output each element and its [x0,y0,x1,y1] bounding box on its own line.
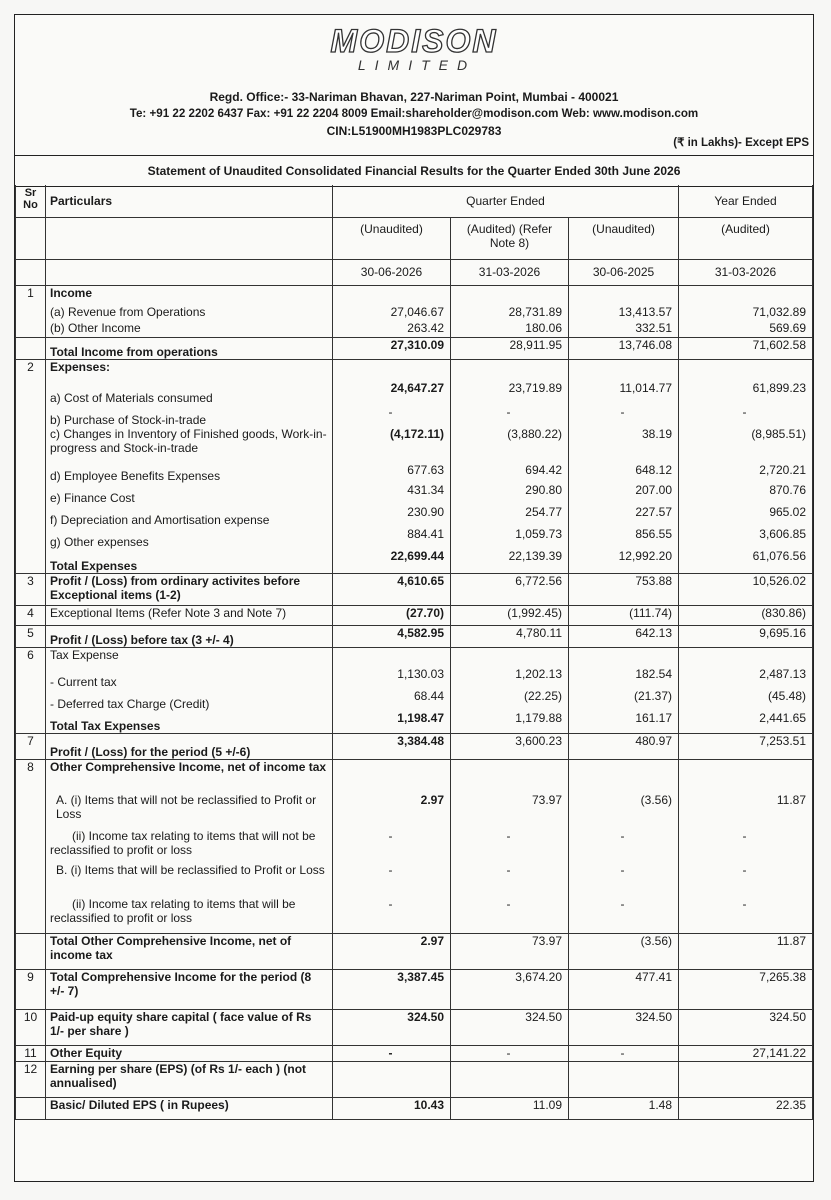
value-cell: - [569,897,679,933]
value-cell: (21.37) [569,689,679,711]
table-row [16,505,813,527]
value-cell: 7,253.51 [679,733,813,759]
value-cell: 324.50 [333,1009,451,1045]
company-logo [15,25,813,73]
particulars-cell: - Current tax [46,667,333,689]
date-cell: 30-06-2026 [333,259,451,285]
value-cell: 965.02 [679,505,813,527]
value-cell: 11.87 [679,933,813,969]
value-cell: 324.50 [451,1009,569,1045]
value-cell: - [451,897,569,933]
sr-no-cell [16,527,46,549]
particulars-cell: a) Cost of Materials consumed [46,381,333,405]
table-row [16,1097,813,1119]
value-cell: 12,992.20 [569,549,679,573]
cin-line: CIN:L51900MH1983PLC029783 [326,124,502,138]
statement-title: Statement of Unaudited Consolidated Financial Results for the Quarter Ended 30th June 2026 [15,155,813,187]
value-cell: 23,719.89 [451,381,569,405]
particulars-cell: Expenses: [46,359,333,381]
table-row [16,549,813,573]
value-cell: 3,384.48 [333,733,451,759]
value-cell [451,359,569,381]
sr-no-cell [16,933,46,969]
value-cell: 71,602.58 [679,337,813,359]
table-row [16,405,813,427]
value-cell: 61,076.56 [679,549,813,573]
sr-no-cell: 9 [16,969,46,1009]
particulars-cell: Total Tax Expenses [46,711,333,733]
value-cell [333,285,451,305]
value-cell: 3,606.85 [679,527,813,549]
table-row [16,733,813,759]
value-cell: 11.87 [679,793,813,829]
sr-no-cell [16,321,46,337]
value-cell: 4,610.65 [333,573,451,605]
value-cell: 870.76 [679,483,813,505]
value-cell: 22,699.44 [333,549,451,573]
particulars-cell: Profit / (Loss) for the period (5 +/-6) [46,733,333,759]
particulars-cell: Total Comprehensive Income for the period (8 +/- 7) [46,969,333,1009]
particulars-cell: Profit / (Loss) before tax (3 +/- 4) [46,625,333,647]
value-cell: 2,487.13 [679,667,813,689]
sr-no-cell [16,897,46,933]
registered-office: Regd. Office:- 33-Nariman Bhavan, 227-Nariman Point, Mumbai - 400021 [209,90,619,104]
value-cell [451,1061,569,1097]
sr-no-cell: 11 [16,1045,46,1061]
sr-no-cell [16,549,46,573]
value-cell: (8,985.51) [679,427,813,463]
particulars-cell: - Deferred tax Charge (Credit) [46,689,333,711]
financial-results-table [15,185,813,1120]
value-cell: 324.50 [569,1009,679,1045]
particulars-cell: Total Other Comprehensive Income, net of income tax [46,933,333,969]
table-row [16,381,813,405]
value-cell: 480.97 [569,733,679,759]
value-cell: 27,141.22 [679,1045,813,1061]
value-cell: 856.55 [569,527,679,549]
particulars-cell: Exceptional Items (Refer Note 3 and Note 7) [46,605,333,625]
sr-no-cell: 1 [16,285,46,305]
value-cell [569,285,679,305]
date-cell: 31-03-2026 [451,259,569,285]
sr-no-cell [16,667,46,689]
value-cell: 1,130.03 [333,667,451,689]
value-cell: 24,647.27 [333,381,451,405]
particulars-cell: Total Income from operations [46,337,333,359]
particulars-cell: Income [46,285,333,305]
value-cell [569,359,679,381]
table-row [16,305,813,321]
sr-no-cell: 10 [16,1009,46,1045]
value-cell: 13,413.57 [569,305,679,321]
sr-no-cell [16,305,46,321]
value-cell [679,647,813,667]
value-cell: (1,992.45) [451,605,569,625]
results-frame [14,14,814,1182]
date-cell: 30-06-2025 [569,259,679,285]
value-cell: 4,582.95 [333,625,451,647]
value-cell: 2,441.65 [679,711,813,733]
value-cell [333,759,451,793]
sr-no-cell [16,405,46,427]
value-cell: 1,059.73 [451,527,569,549]
header-row-dates [16,259,813,285]
value-cell: (111.74) [569,605,679,625]
table-row [16,667,813,689]
table-row [16,605,813,625]
value-cell: 694.42 [451,463,569,483]
value-cell: 22.35 [679,1097,813,1119]
value-cell: 11,014.77 [569,381,679,405]
table-row [16,337,813,359]
value-cell: 73.97 [451,933,569,969]
table-row [16,793,813,829]
sr-no-cell [16,863,46,897]
particulars-cell: b) Purchase of Stock-in-trade [46,405,333,427]
value-cell: 4,780.11 [451,625,569,647]
value-cell: 6,772.56 [451,573,569,605]
table-row [16,285,813,305]
particulars-cell: Total Expenses [46,549,333,573]
value-cell: (45.48) [679,689,813,711]
table-row [16,933,813,969]
status-cell: (Unaudited) [569,217,679,259]
table-row [16,1061,813,1097]
value-cell: - [679,829,813,863]
value-cell: 227.57 [569,505,679,527]
table-row [16,647,813,667]
particulars-cell: (b) Other Income [46,321,333,337]
value-cell: 2.97 [333,793,451,829]
value-cell: 1.48 [569,1097,679,1119]
table-row [16,759,813,793]
value-cell [451,759,569,793]
value-cell: 22,139.39 [451,549,569,573]
value-cell: 332.51 [569,321,679,337]
value-cell: 10.43 [333,1097,451,1119]
header-row-status [16,217,813,259]
units-note: (₹ in Lakhs)- Except EPS [673,137,809,149]
value-cell [679,285,813,305]
value-cell: - [451,405,569,427]
value-cell: 1,198.47 [333,711,451,733]
sr-no-cell [16,689,46,711]
value-cell: 3,387.45 [333,969,451,1009]
particulars-cell: d) Employee Benefits Expenses [46,463,333,483]
value-cell: 180.06 [451,321,569,337]
sr-no-cell: 12 [16,1061,46,1097]
particulars-cell: (ii) Income tax relating to items that will be reclassified to profit or loss [46,897,333,933]
value-cell: 207.00 [569,483,679,505]
value-cell: 263.42 [333,321,451,337]
status-cell: (Audited) [679,217,813,259]
value-cell: 642.13 [569,625,679,647]
value-cell [679,759,813,793]
sr-no-cell [16,711,46,733]
particulars-cell: Tax Expense [46,647,333,667]
value-cell: - [679,405,813,427]
value-cell [333,647,451,667]
value-cell: 27,310.09 [333,337,451,359]
value-cell: (830.86) [679,605,813,625]
quarter-ended-header: Quarter Ended [333,185,679,217]
value-cell: 3,674.20 [451,969,569,1009]
value-cell: 648.12 [569,463,679,483]
particulars-cell: Profit / (Loss) from ordinary activites before Exceptional items (1-2) [46,573,333,605]
logo-subtitle: LIMITED [357,57,477,73]
value-cell: 182.54 [569,667,679,689]
particulars-cell: Other Comprehensive Income, net of income tax [46,759,333,793]
value-cell: 68.44 [333,689,451,711]
value-cell: 884.41 [333,527,451,549]
table-row [16,1009,813,1045]
value-cell: - [569,829,679,863]
date-cell: 31-03-2026 [679,259,813,285]
value-cell: 230.90 [333,505,451,527]
value-cell [333,1061,451,1097]
value-cell: 161.17 [569,711,679,733]
value-cell: 2,720.21 [679,463,813,483]
sr-no-cell: 2 [16,359,46,381]
value-cell [451,285,569,305]
value-cell: (4,172.11) [333,427,451,463]
table-row [16,321,813,337]
value-cell: 324.50 [679,1009,813,1045]
value-cell [451,647,569,667]
value-cell: 3,600.23 [451,733,569,759]
value-cell: 61,899.23 [679,381,813,405]
sr-no-cell [16,381,46,405]
sr-no-cell: 8 [16,759,46,793]
particulars-cell: g) Other expenses [46,527,333,549]
value-cell: 11.09 [451,1097,569,1119]
value-cell: - [333,405,451,427]
value-cell: 1,179.88 [451,711,569,733]
value-cell: (3.56) [569,793,679,829]
value-cell: 73.97 [451,793,569,829]
value-cell: (3,880.22) [451,427,569,463]
value-cell: 9,695.16 [679,625,813,647]
value-cell: 10,526.02 [679,573,813,605]
particulars-cell: Basic/ Diluted EPS ( in Rupees) [46,1097,333,1119]
value-cell: (3.56) [569,933,679,969]
value-cell: 1,202.13 [451,667,569,689]
value-cell: 27,046.67 [333,305,451,321]
value-cell [569,647,679,667]
particulars-cell: f) Depreciation and Amortisation expense [46,505,333,527]
value-cell [569,1061,679,1097]
header-row-1 [16,185,813,217]
table-row [16,625,813,647]
sr-no-cell: 4 [16,605,46,625]
value-cell: 28,911.95 [451,337,569,359]
value-cell: - [333,897,451,933]
value-cell [679,359,813,381]
sr-no-cell [16,1097,46,1119]
value-cell: 38.19 [569,427,679,463]
table-row [16,863,813,897]
particulars-cell: (a) Revenue from Operations [46,305,333,321]
sr-no-cell [16,793,46,829]
year-ended-header: Year Ended [679,185,813,217]
value-cell: 7,265.38 [679,969,813,1009]
status-cell: (Unaudited) [333,217,451,259]
particulars-header: Particulars [46,185,333,217]
table-row [16,969,813,1009]
sr-no-cell [16,505,46,527]
value-cell: - [333,829,451,863]
value-cell: - [569,1045,679,1061]
value-cell: (22.25) [451,689,569,711]
value-cell [333,359,451,381]
value-cell: 477.41 [569,969,679,1009]
value-cell: 71,032.89 [679,305,813,321]
sr-no-cell: 5 [16,625,46,647]
table-row [16,483,813,505]
table-row [16,711,813,733]
value-cell: 13,746.08 [569,337,679,359]
value-cell: - [569,863,679,897]
contact-line: Te: +91 22 2202 6437 Fax: +91 22 2204 8009 Email:shareholder@modison.com Web: www.modison.com [129,107,699,120]
value-cell: 290.80 [451,483,569,505]
value-cell: 431.34 [333,483,451,505]
logo-brand: MODISON [330,23,498,59]
particulars-cell: B. (i) Items that will be reclassified to Profit or Loss [46,863,333,897]
particulars-cell: Earning per share (EPS) (of Rs 1/- each ) (not annualised) [46,1061,333,1097]
particulars-cell: Other Equity [46,1045,333,1061]
value-cell: 569.69 [679,321,813,337]
value-cell: - [451,829,569,863]
value-cell: (27.70) [333,605,451,625]
table-row [16,1045,813,1061]
sr-no-header: Sr No [16,185,46,217]
table-row [16,359,813,381]
sr-no-cell [16,427,46,463]
value-cell [679,1061,813,1097]
sr-no-cell [16,337,46,359]
sr-no-cell: 7 [16,733,46,759]
table-row [16,829,813,863]
value-cell: 753.88 [569,573,679,605]
value-cell: 28,731.89 [451,305,569,321]
value-cell: 677.63 [333,463,451,483]
sr-no-cell: 3 [16,573,46,605]
particulars-cell: e) Finance Cost [46,483,333,505]
particulars-cell: A. (i) Items that will not be reclassified to Profit or Loss [46,793,333,829]
status-cell: (Audited) (Refer Note 8) [451,217,569,259]
particulars-cell: c) Changes in Inventory of Finished goods, Work-in-progress and Stock-in-trade [46,427,333,463]
sr-no-cell [16,463,46,483]
value-cell [569,759,679,793]
table-row [16,427,813,463]
value-cell: 254.77 [451,505,569,527]
value-cell: - [451,863,569,897]
table-row [16,527,813,549]
table-row [16,897,813,933]
table-row [16,463,813,483]
sr-no-cell: 6 [16,647,46,667]
value-cell: - [333,1045,451,1061]
value-cell: - [679,863,813,897]
sr-no-cell [16,483,46,505]
particulars-cell: Paid-up equity share capital ( face value of Rs 1/- per share ) [46,1009,333,1045]
value-cell: - [451,1045,569,1061]
sr-no-cell [16,829,46,863]
value-cell: 2.97 [333,933,451,969]
value-cell: - [569,405,679,427]
table-row [16,689,813,711]
table-row [16,573,813,605]
value-cell: - [333,863,451,897]
particulars-cell: (ii) Income tax relating to items that will not be reclassified to profit or loss [46,829,333,863]
value-cell: - [679,897,813,933]
